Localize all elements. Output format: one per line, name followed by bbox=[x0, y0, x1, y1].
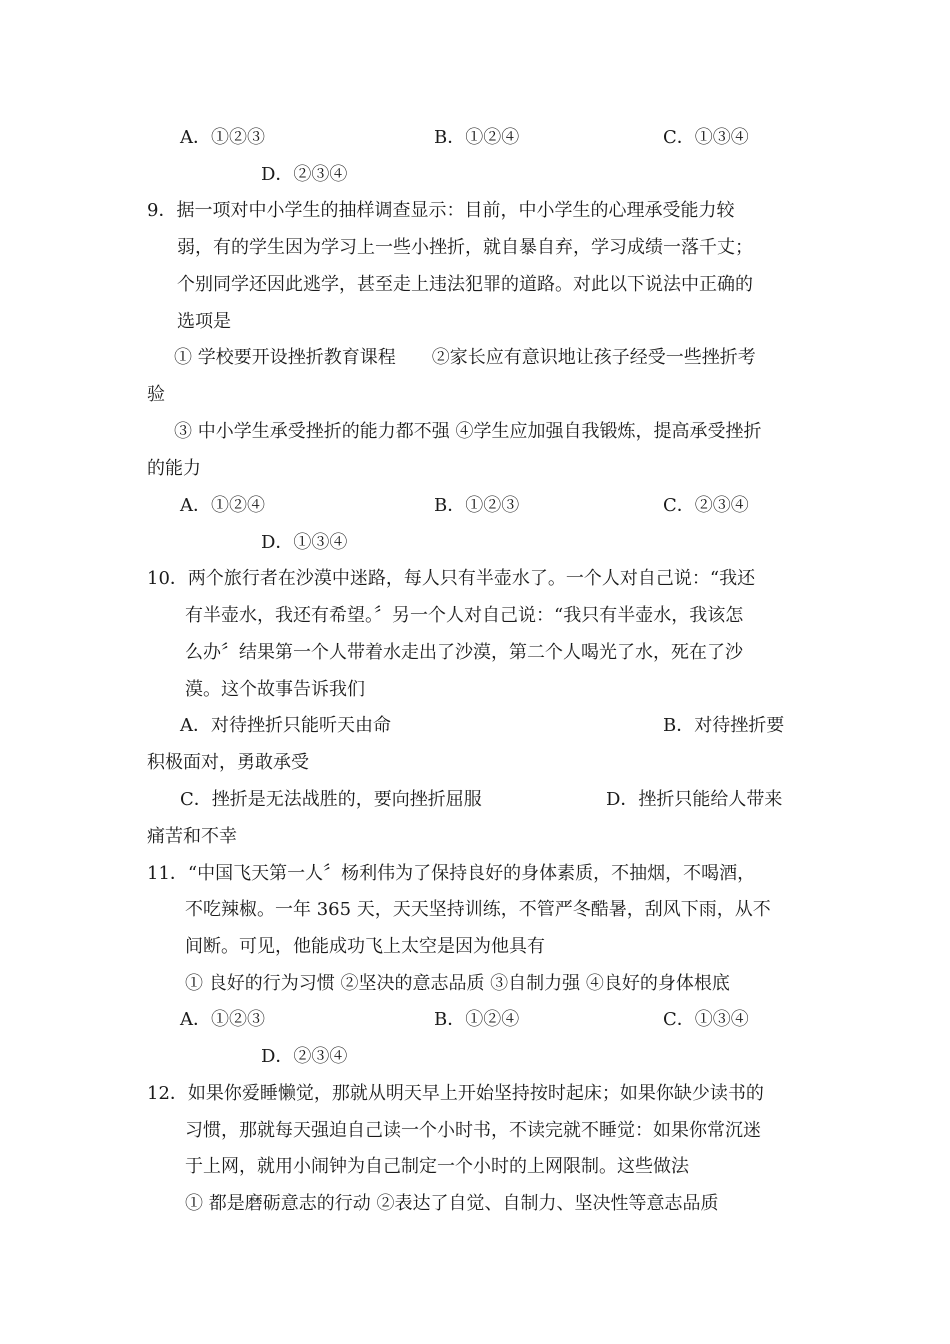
q11-stem-line-3: 间断。可见，他能成功飞上太空是因为他具有 bbox=[185, 936, 545, 957]
q8-option-d: D．②③④ bbox=[261, 164, 348, 185]
q9-statement-line-2: 验 bbox=[147, 384, 165, 405]
q8-option-c: C．①③④ bbox=[663, 127, 749, 148]
q10-option-b: B．对待挫折要 bbox=[663, 715, 785, 736]
q10-stem-line-1: 10．两个旅行者在沙漠中迷路，每人只有半壶水了。一个人对自己说：“我还 bbox=[147, 568, 756, 589]
q11-stem-line-2: 不吃辣椒。一年 365 天，天天坚持训练，不管严冬酷暑，刮风下雨，从不 bbox=[185, 899, 771, 920]
q8-option-a: A．①②③ bbox=[180, 127, 265, 148]
q9-stem-line-1: 9．据一项对中小学生的抽样调查显示：目前，中小学生的心理承受能力较 bbox=[147, 200, 735, 221]
q8-option-b: B．①②④ bbox=[434, 127, 520, 148]
q11-option-c: C．①③④ bbox=[663, 1009, 749, 1030]
q10-option-b-cont: 积极面对，勇敢承受 bbox=[147, 752, 309, 773]
q12-stem-line-3: 于上网，就用小闹钟为自己制定一个小时的上网限制。这些做法 bbox=[185, 1156, 689, 1177]
q10-stem-line-2: 有半壶水，我还有希望。〞另一个人对自己说：“我只有半壶水，我该怎 bbox=[185, 605, 744, 626]
q12-stem-line-2: 习惯，那就每天强迫自己读一个小时书，不读完就不睡觉：如果你常沉迷 bbox=[185, 1120, 761, 1141]
q12-statements: ① 都是磨砺意志的行动 ②表达了自觉、自制力、坚决性等意志品质 bbox=[185, 1193, 719, 1214]
q9-statement-line-4: 的能力 bbox=[147, 458, 201, 479]
q10-option-d-cont: 痛苦和不幸 bbox=[147, 826, 237, 847]
q11-statements: ① 良好的行为习惯 ②坚决的意志品质 ③自制力强 ④良好的身体根底 bbox=[185, 973, 730, 994]
q9-statement-line-3: ③ 中小学生承受挫折的能力都不强 ④学生应加强自我锻炼，提高承受挫折 bbox=[174, 421, 762, 442]
q11-option-d: D．②③④ bbox=[261, 1046, 348, 1067]
q11-stem-line-1: 11．“中国飞天第一人〞杨利伟为了保持良好的身体素质，不抽烟，不喝酒， bbox=[147, 863, 756, 884]
q9-stem-line-2: 弱，有的学生因为学习上一些小挫折，就自暴自弃，学习成绩一落千丈； bbox=[177, 237, 753, 258]
q9-option-d: D．①③④ bbox=[261, 532, 348, 553]
q10-stem-line-3: 么办〞结果第一个人带着水走出了沙漠，第二个人喝光了水，死在了沙 bbox=[185, 642, 743, 663]
q12-stem-line-1: 12．如果你爱睡懒觉，那就从明天早上开始坚持按时起床；如果你缺少读书的 bbox=[147, 1083, 764, 1104]
q9-stem-line-3: 个别同学还因此逃学，甚至走上违法犯罪的道路。对此以下说法中正确的 bbox=[177, 274, 753, 295]
q10-option-c: C．挫折是无法战胜的，要向挫折屈服 bbox=[180, 789, 482, 810]
q9-stem-line-4: 选项是 bbox=[177, 311, 231, 332]
q9-option-a: A．①②④ bbox=[180, 495, 265, 516]
q9-statement-line-1: ① 学校要开设挫折教育课程 ②家长应有意识地让孩子经受一些挫折考 bbox=[174, 347, 756, 368]
q11-option-a: A．①②③ bbox=[180, 1009, 265, 1030]
q9-option-c: C．②③④ bbox=[663, 495, 749, 516]
q11-option-b: B．①②④ bbox=[434, 1009, 520, 1030]
q10-option-a: A．对待挫折只能听天由命 bbox=[180, 715, 391, 736]
q10-stem-line-4: 漠。这个故事告诉我们 bbox=[185, 679, 365, 700]
q9-option-b: B．①②③ bbox=[434, 495, 520, 516]
q10-option-d: D．挫折只能给人带来 bbox=[606, 789, 783, 810]
